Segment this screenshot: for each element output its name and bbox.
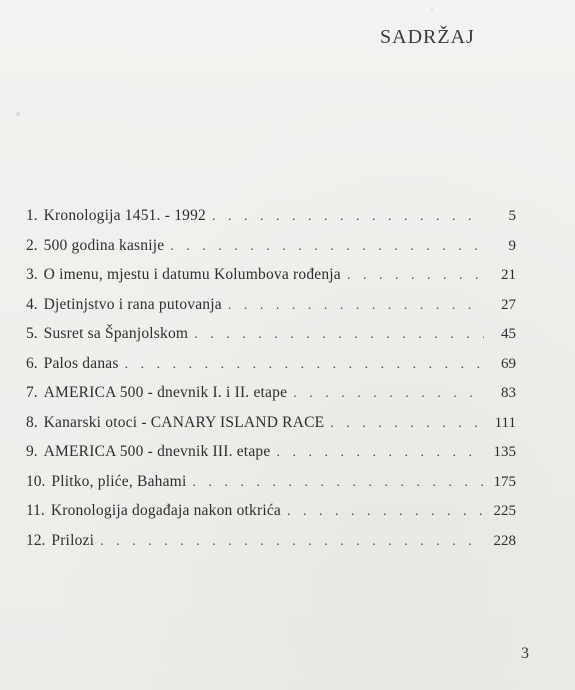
table-of-contents: [26, 207, 516, 561]
dot-leader: [287, 504, 484, 520]
toc-entry-number: 3.: [26, 266, 38, 283]
toc-entry-title: O imenu, mjestu i datumu Kolumbova rođenja: [43, 266, 341, 283]
dot-leader: [125, 357, 484, 373]
dot-leader: [212, 209, 484, 225]
toc-entry-title: Kanarski otoci - CANARY ISLAND RACE: [43, 413, 325, 431]
toc-entry-page: 135: [493, 444, 516, 460]
toc-entry-title: Djetinjstvo i rana putovanja: [43, 295, 222, 313]
toc-entry-number: 4.: [26, 295, 38, 313]
dot-leader: [194, 327, 484, 343]
page-title: SADRŽAJ: [380, 26, 475, 48]
toc-entry[interactable]: [26, 384, 516, 414]
toc-entry-page: 9: [508, 237, 516, 254]
dot-leader: [276, 445, 484, 461]
toc-entry-number: 8.: [26, 413, 38, 431]
toc-entry-page: 111: [494, 414, 516, 431]
toc-entry-page: 83: [501, 385, 516, 401]
toc-entry[interactable]: [26, 473, 516, 503]
toc-entry-page: 175: [493, 473, 516, 490]
dot-leader: [330, 416, 484, 432]
toc-entry-number: 6.: [26, 354, 38, 372]
page-number: 3: [521, 645, 529, 662]
dot-leader: [192, 475, 484, 491]
toc-entry[interactable]: [26, 532, 516, 562]
toc-entry[interactable]: [26, 355, 516, 385]
toc-entry-number: 5.: [26, 325, 38, 342]
paper-speck: [16, 112, 20, 116]
toc-entry-page: 228: [493, 532, 516, 549]
toc-entry-page: 21: [501, 267, 516, 283]
toc-entry[interactable]: [26, 296, 516, 326]
toc-entry[interactable]: [26, 237, 516, 267]
paper-speck: [431, 7, 433, 10]
toc-entry-number: 11.: [26, 502, 45, 519]
toc-entry[interactable]: [26, 207, 516, 237]
toc-entry-title: AMERICA 500 - dnevnik III. etape: [43, 443, 271, 460]
toc-entry-number: 10.: [26, 472, 46, 490]
toc-entry-page: 27: [501, 296, 516, 313]
toc-entry-page: 225: [493, 503, 516, 519]
toc-entry-title: AMERICA 500 - dnevnik I. i II. etape: [43, 384, 288, 401]
toc-entry-number: 2.: [26, 236, 38, 254]
toc-entry-title: Susret sa Španjolskom: [43, 325, 189, 342]
toc-entry-title: 500 godina kasnije: [43, 236, 165, 254]
toc-entry-number: 9.: [26, 443, 38, 460]
toc-entry-title: Kronologija 1451. - 1992: [43, 207, 206, 224]
dot-leader: [293, 386, 484, 402]
toc-entry[interactable]: [26, 443, 516, 473]
toc-entry[interactable]: [26, 414, 516, 444]
toc-entry-title: Kronologija događaja nakon otkrića: [50, 502, 282, 519]
dot-leader: [228, 298, 484, 314]
toc-entry-page: 69: [501, 355, 516, 372]
toc-entry-title: Plitko, pliće, Bahami: [51, 472, 187, 490]
toc-entry-number: 7.: [26, 384, 38, 401]
toc-entry-page: 45: [501, 326, 516, 342]
dot-leader: [100, 534, 484, 550]
toc-entry-number: 1.: [26, 207, 38, 224]
dot-leader: [170, 239, 484, 255]
toc-entry-title: Prilozi: [51, 531, 95, 549]
toc-entry[interactable]: [26, 325, 516, 355]
toc-entry-page: 5: [508, 208, 516, 224]
toc-entry-title: Palos danas: [43, 354, 119, 372]
dot-leader: [347, 268, 484, 284]
toc-entry[interactable]: [26, 502, 516, 532]
toc-entry-number: 12.: [26, 531, 46, 549]
toc-entry[interactable]: [26, 266, 516, 296]
